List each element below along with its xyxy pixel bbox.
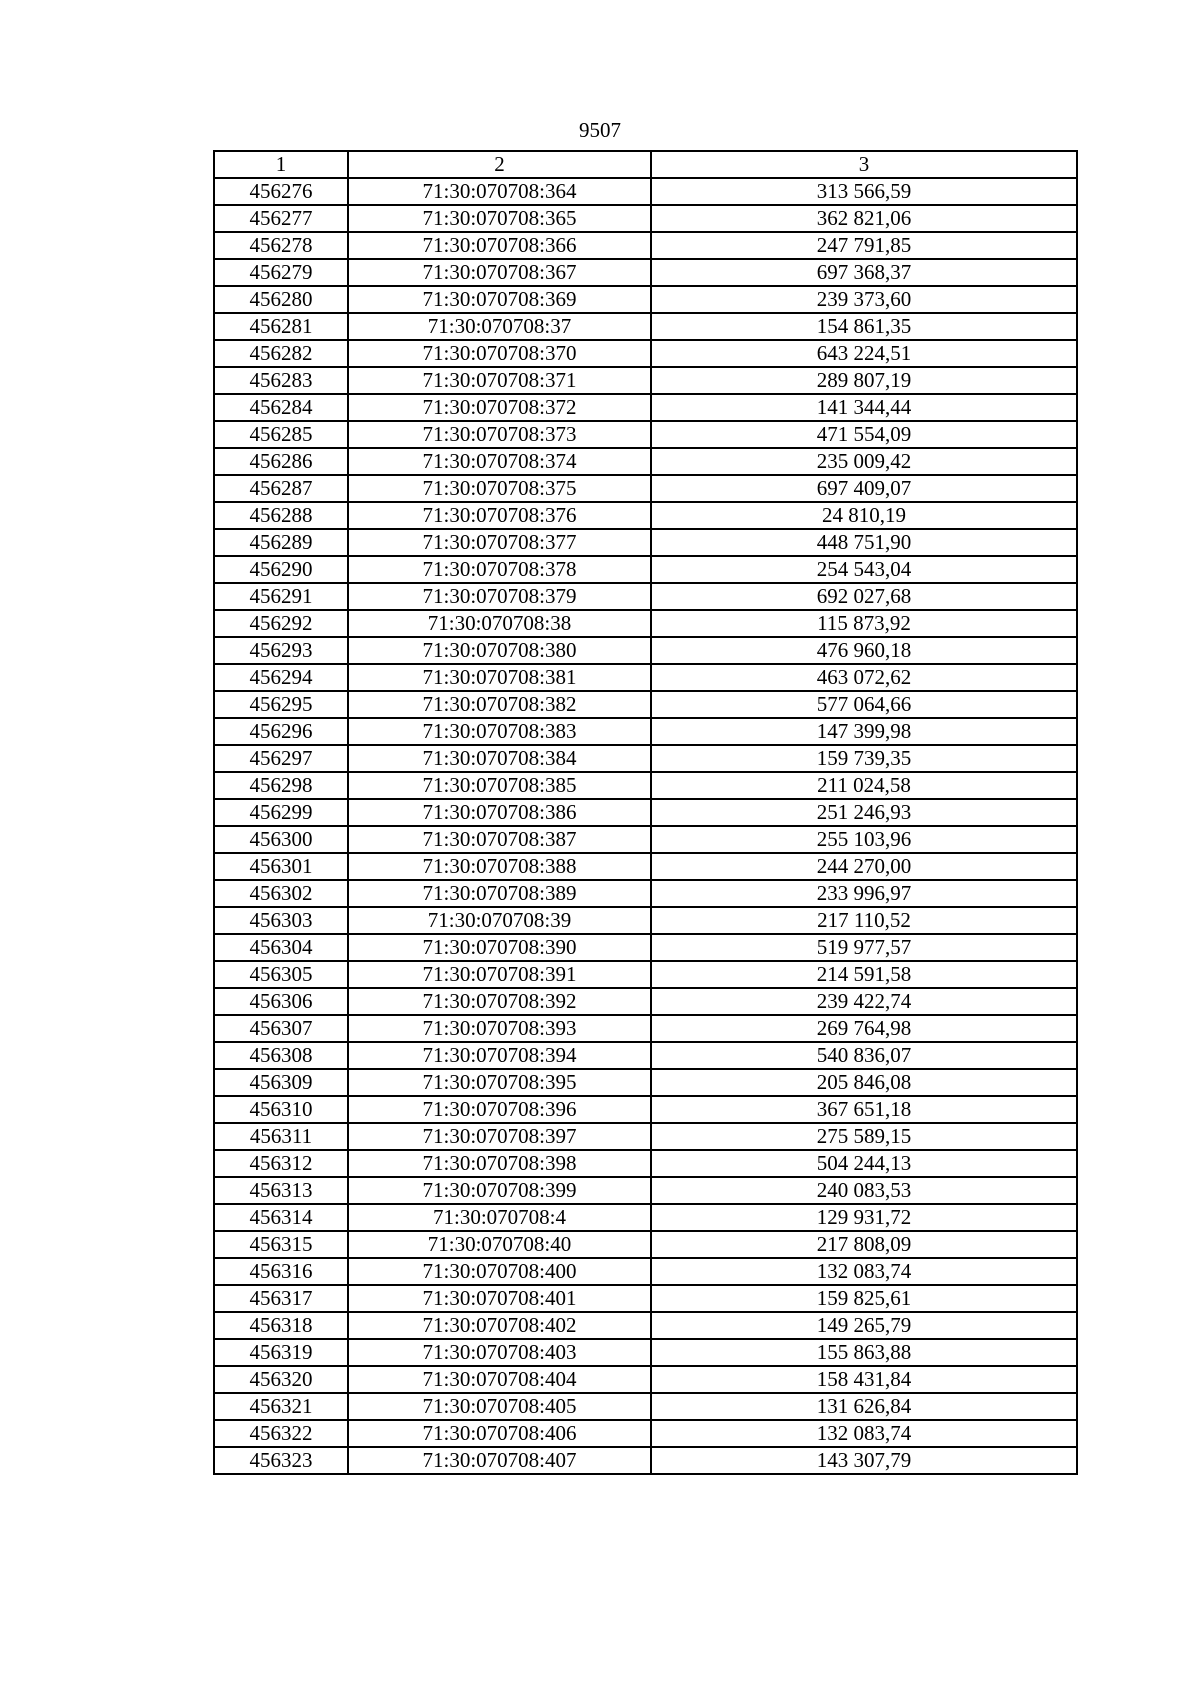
- row-number-cell: 456315: [214, 1231, 348, 1258]
- value-cell: 251 246,93: [651, 799, 1077, 826]
- value-cell: 367 651,18: [651, 1096, 1077, 1123]
- row-number-cell: 456287: [214, 475, 348, 502]
- table-row: [214, 1366, 1077, 1393]
- cadastral-number-cell: 71:30:070708:402: [348, 1312, 651, 1339]
- value-cell: 289 807,19: [651, 367, 1077, 394]
- table-row: [214, 475, 1077, 502]
- value-cell: 313 566,59: [651, 178, 1077, 205]
- value-cell: 269 764,98: [651, 1015, 1077, 1042]
- cadastral-number-cell: 71:30:070708:370: [348, 340, 651, 367]
- value-cell: 158 431,84: [651, 1366, 1077, 1393]
- value-cell: 214 591,58: [651, 961, 1077, 988]
- cadastral-number-cell: 71:30:070708:400: [348, 1258, 651, 1285]
- value-cell: 147 399,98: [651, 718, 1077, 745]
- value-cell: 519 977,57: [651, 934, 1077, 961]
- row-number-cell: 456317: [214, 1285, 348, 1312]
- cadastral-number-cell: 71:30:070708:374: [348, 448, 651, 475]
- table-row: [214, 232, 1077, 259]
- table-row: [214, 1420, 1077, 1447]
- table-row: [214, 745, 1077, 772]
- table-row: [214, 691, 1077, 718]
- cadastral-number-cell: 71:30:070708:399: [348, 1177, 651, 1204]
- row-number-cell: 456297: [214, 745, 348, 772]
- cadastral-number-cell: 71:30:070708:395: [348, 1069, 651, 1096]
- row-number-cell: 456291: [214, 583, 348, 610]
- row-number-cell: 456322: [214, 1420, 348, 1447]
- cadastral-number-cell: 71:30:070708:398: [348, 1150, 651, 1177]
- value-cell: 247 791,85: [651, 232, 1077, 259]
- value-cell: 504 244,13: [651, 1150, 1077, 1177]
- row-number-cell: 456276: [214, 178, 348, 205]
- cadastral-number-cell: 71:30:070708:386: [348, 799, 651, 826]
- table-row: [214, 286, 1077, 313]
- value-cell: 217 808,09: [651, 1231, 1077, 1258]
- row-number-cell: 456310: [214, 1096, 348, 1123]
- cadastral-number-cell: 71:30:070708:405: [348, 1393, 651, 1420]
- value-cell: 255 103,96: [651, 826, 1077, 853]
- value-cell: 205 846,08: [651, 1069, 1077, 1096]
- row-number-cell: 456307: [214, 1015, 348, 1042]
- table-row: [214, 1069, 1077, 1096]
- row-number-cell: 456295: [214, 691, 348, 718]
- value-cell: 141 344,44: [651, 394, 1077, 421]
- cadastral-number-cell: 71:30:070708:366: [348, 232, 651, 259]
- table-row: [214, 1042, 1077, 1069]
- value-cell: 362 821,06: [651, 205, 1077, 232]
- table-row: [214, 1285, 1077, 1312]
- value-cell: 240 083,53: [651, 1177, 1077, 1204]
- value-cell: 239 422,74: [651, 988, 1077, 1015]
- cadastral-number-cell: 71:30:070708:382: [348, 691, 651, 718]
- row-number-cell: 456286: [214, 448, 348, 475]
- row-number-cell: 456318: [214, 1312, 348, 1339]
- table-row: [214, 880, 1077, 907]
- row-number-cell: 456323: [214, 1447, 348, 1474]
- cadastral-number-cell: 71:30:070708:372: [348, 394, 651, 421]
- table-row: [214, 637, 1077, 664]
- value-cell: 697 409,07: [651, 475, 1077, 502]
- value-cell: 159 825,61: [651, 1285, 1077, 1312]
- cadastral-number-cell: 71:30:070708:380: [348, 637, 651, 664]
- page-number: 9507: [579, 118, 621, 142]
- row-number-cell: 456312: [214, 1150, 348, 1177]
- cadastral-number-cell: 71:30:070708:369: [348, 286, 651, 313]
- table-row: [214, 1393, 1077, 1420]
- row-number-cell: 456288: [214, 502, 348, 529]
- table-row: [214, 1339, 1077, 1366]
- table-row: [214, 1015, 1077, 1042]
- table-body: [214, 178, 1077, 1474]
- row-number-cell: 456292: [214, 610, 348, 637]
- value-cell: 132 083,74: [651, 1420, 1077, 1447]
- table-row: [214, 502, 1077, 529]
- row-number-cell: 456302: [214, 880, 348, 907]
- value-cell: 471 554,09: [651, 421, 1077, 448]
- column-header-1: 1: [214, 151, 348, 178]
- cadastral-number-cell: 71:30:070708:406: [348, 1420, 651, 1447]
- value-cell: 275 589,15: [651, 1123, 1077, 1150]
- cadastral-number-cell: 71:30:070708:394: [348, 1042, 651, 1069]
- cadastral-number-cell: 71:30:070708:378: [348, 556, 651, 583]
- cadastral-number-cell: 71:30:070708:37: [348, 313, 651, 340]
- table-row: [214, 448, 1077, 475]
- row-number-cell: 456277: [214, 205, 348, 232]
- table-row: [214, 1177, 1077, 1204]
- cadastral-number-cell: 71:30:070708:396: [348, 1096, 651, 1123]
- value-cell: 448 751,90: [651, 529, 1077, 556]
- value-cell: 132 083,74: [651, 1258, 1077, 1285]
- table-row: [214, 205, 1077, 232]
- cadastral-number-cell: 71:30:070708:390: [348, 934, 651, 961]
- value-cell: 463 072,62: [651, 664, 1077, 691]
- table-row: [214, 583, 1077, 610]
- table-row: [214, 799, 1077, 826]
- row-number-cell: 456283: [214, 367, 348, 394]
- table-row: [214, 1312, 1077, 1339]
- table-row: [214, 367, 1077, 394]
- value-cell: 129 931,72: [651, 1204, 1077, 1231]
- table-row: [214, 556, 1077, 583]
- value-cell: 149 265,79: [651, 1312, 1077, 1339]
- value-cell: 540 836,07: [651, 1042, 1077, 1069]
- row-number-cell: 456298: [214, 772, 348, 799]
- row-number-cell: 456279: [214, 259, 348, 286]
- row-number-cell: 456305: [214, 961, 348, 988]
- cadastral-number-cell: 71:30:070708:377: [348, 529, 651, 556]
- table-row: [214, 1447, 1077, 1474]
- value-cell: 643 224,51: [651, 340, 1077, 367]
- row-number-cell: 456280: [214, 286, 348, 313]
- value-cell: 697 368,37: [651, 259, 1077, 286]
- cadastral-number-cell: 71:30:070708:385: [348, 772, 651, 799]
- row-number-cell: 456301: [214, 853, 348, 880]
- row-number-cell: 456299: [214, 799, 348, 826]
- row-number-cell: 456294: [214, 664, 348, 691]
- table-row: [214, 1096, 1077, 1123]
- table-header: [214, 151, 1077, 178]
- table-row: [214, 610, 1077, 637]
- table-row: [214, 718, 1077, 745]
- value-cell: 131 626,84: [651, 1393, 1077, 1420]
- cadastral-number-cell: 71:30:070708:39: [348, 907, 651, 934]
- value-cell: 217 110,52: [651, 907, 1077, 934]
- row-number-cell: 456289: [214, 529, 348, 556]
- table-row: [214, 421, 1077, 448]
- column-header-2: 2: [348, 151, 651, 178]
- cadastral-number-cell: 71:30:070708:379: [348, 583, 651, 610]
- row-number-cell: 456306: [214, 988, 348, 1015]
- table-row: [214, 826, 1077, 853]
- value-cell: 233 996,97: [651, 880, 1077, 907]
- row-number-cell: 456281: [214, 313, 348, 340]
- row-number-cell: 456278: [214, 232, 348, 259]
- cadastral-number-cell: 71:30:070708:404: [348, 1366, 651, 1393]
- cadastral-number-cell: 71:30:070708:384: [348, 745, 651, 772]
- row-number-cell: 456321: [214, 1393, 348, 1420]
- table-row: [214, 340, 1077, 367]
- header-row: [214, 151, 1077, 178]
- row-number-cell: 456314: [214, 1204, 348, 1231]
- table-row: [214, 664, 1077, 691]
- cadastral-number-cell: 71:30:070708:397: [348, 1123, 651, 1150]
- value-cell: 244 270,00: [651, 853, 1077, 880]
- value-cell: 577 064,66: [651, 691, 1077, 718]
- table-row: [214, 988, 1077, 1015]
- table-row: [214, 259, 1077, 286]
- value-cell: 154 861,35: [651, 313, 1077, 340]
- value-cell: 155 863,88: [651, 1339, 1077, 1366]
- row-number-cell: 456309: [214, 1069, 348, 1096]
- row-number-cell: 456304: [214, 934, 348, 961]
- table-row: [214, 1150, 1077, 1177]
- cadastral-number-cell: 71:30:070708:403: [348, 1339, 651, 1366]
- cadastral-number-cell: 71:30:070708:365: [348, 205, 651, 232]
- value-cell: 692 027,68: [651, 583, 1077, 610]
- cadastral-number-cell: 71:30:070708:40: [348, 1231, 651, 1258]
- cadastral-number-cell: 71:30:070708:391: [348, 961, 651, 988]
- cadastral-number-cell: 71:30:070708:383: [348, 718, 651, 745]
- value-cell: 476 960,18: [651, 637, 1077, 664]
- table-row: [214, 961, 1077, 988]
- value-cell: 211 024,58: [651, 772, 1077, 799]
- row-number-cell: 456313: [214, 1177, 348, 1204]
- value-cell: 254 543,04: [651, 556, 1077, 583]
- cadastral-number-cell: 71:30:070708:389: [348, 880, 651, 907]
- cadastral-number-cell: 71:30:070708:388: [348, 853, 651, 880]
- table-row: [214, 1258, 1077, 1285]
- cadastral-number-cell: 71:30:070708:376: [348, 502, 651, 529]
- cadastral-number-cell: 71:30:070708:371: [348, 367, 651, 394]
- cadastral-number-cell: 71:30:070708:392: [348, 988, 651, 1015]
- cadastral-number-cell: 71:30:070708:407: [348, 1447, 651, 1474]
- row-number-cell: 456319: [214, 1339, 348, 1366]
- cadastral-number-cell: 71:30:070708:364: [348, 178, 651, 205]
- row-number-cell: 456285: [214, 421, 348, 448]
- column-header-3: 3: [651, 151, 1077, 178]
- value-cell: 115 873,92: [651, 610, 1077, 637]
- cadastral-number-cell: 71:30:070708:4: [348, 1204, 651, 1231]
- table-row: [214, 529, 1077, 556]
- cadastral-number-cell: 71:30:070708:381: [348, 664, 651, 691]
- table-row: [214, 394, 1077, 421]
- data-table: [213, 150, 1078, 1475]
- table-row: [214, 907, 1077, 934]
- value-cell: 235 009,42: [651, 448, 1077, 475]
- value-cell: 143 307,79: [651, 1447, 1077, 1474]
- row-number-cell: 456293: [214, 637, 348, 664]
- table-row: [214, 934, 1077, 961]
- cadastral-number-cell: 71:30:070708:387: [348, 826, 651, 853]
- cadastral-number-cell: 71:30:070708:373: [348, 421, 651, 448]
- row-number-cell: 456296: [214, 718, 348, 745]
- table-row: [214, 853, 1077, 880]
- cadastral-number-cell: 71:30:070708:38: [348, 610, 651, 637]
- table-row: [214, 313, 1077, 340]
- cadastral-number-cell: 71:30:070708:401: [348, 1285, 651, 1312]
- table-row: [214, 1231, 1077, 1258]
- row-number-cell: 456311: [214, 1123, 348, 1150]
- row-number-cell: 456316: [214, 1258, 348, 1285]
- row-number-cell: 456320: [214, 1366, 348, 1393]
- row-number-cell: 456282: [214, 340, 348, 367]
- cadastral-number-cell: 71:30:070708:375: [348, 475, 651, 502]
- table-row: [214, 1204, 1077, 1231]
- table-row: [214, 1123, 1077, 1150]
- row-number-cell: 456290: [214, 556, 348, 583]
- row-number-cell: 456284: [214, 394, 348, 421]
- row-number-cell: 456308: [214, 1042, 348, 1069]
- cadastral-number-cell: 71:30:070708:367: [348, 259, 651, 286]
- cadastral-number-cell: 71:30:070708:393: [348, 1015, 651, 1042]
- table-row: [214, 772, 1077, 799]
- value-cell: 239 373,60: [651, 286, 1077, 313]
- value-cell: 24 810,19: [651, 502, 1077, 529]
- row-number-cell: 456303: [214, 907, 348, 934]
- value-cell: 159 739,35: [651, 745, 1077, 772]
- row-number-cell: 456300: [214, 826, 348, 853]
- table-row: [214, 178, 1077, 205]
